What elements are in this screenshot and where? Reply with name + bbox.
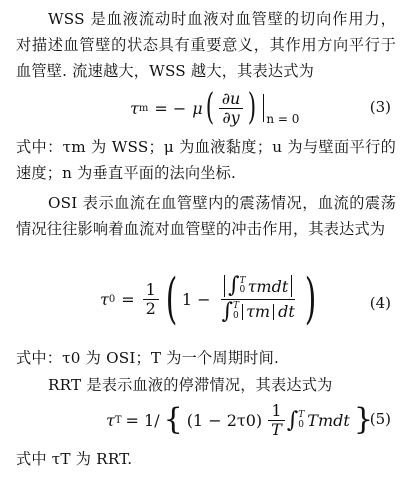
- eq3-derivative: [219, 90, 244, 126]
- eq5-lbrace: {: [163, 402, 183, 438]
- equation-5: [0, 400, 411, 444]
- eq4-number: (4): [369, 294, 391, 312]
- eq4-integrand-den: τm: [246, 301, 271, 321]
- eq3-lparen: (: [205, 87, 214, 129]
- eq4-den-abs-right: [273, 304, 274, 320]
- eq4-ratio-den: [219, 300, 298, 324]
- eq4-dt: dt: [278, 301, 295, 321]
- eq4-int-top-limits: [240, 277, 246, 297]
- eq4-integrand-num: τmdt: [247, 276, 289, 296]
- eq5-T: T: [271, 419, 282, 439]
- eq3-number: (3): [369, 98, 391, 116]
- eq4-int-top-upper: T: [239, 275, 246, 286]
- eq3-lhs-sub: m: [138, 102, 149, 114]
- eq5-lhs: τ: [106, 410, 115, 430]
- eq4-int-top-lower: 0: [239, 285, 246, 296]
- eq4-int-bottom-upper: T: [233, 300, 240, 311]
- eq4-rparen: ): [304, 267, 317, 330]
- eq3-eval-sub: n = 0: [266, 112, 300, 127]
- eq5-paren: (1 − 2τ0): [186, 410, 263, 430]
- eq5-int-upper: T: [298, 410, 305, 421]
- eq5-one: 1: [268, 402, 284, 421]
- eq4-int-top: ∫: [228, 273, 240, 299]
- eq4-half-den: 2: [145, 298, 156, 318]
- eq3-rparen: ): [248, 87, 257, 129]
- eq4-equals: =: [121, 289, 135, 309]
- eq4-int-bottom-limits: [233, 302, 239, 322]
- eq3-du: ∂u: [219, 90, 244, 109]
- paragraph-osi-definition: OSI 表示血流在血管壁内的震荡情况，血流的震荡情况往往影响着血流对血管壁的冲击作用，其表达式为: [16, 194, 396, 238]
- paragraph-rrt-definition: RRT 是表示血液的停滞情况，其表达式为: [48, 376, 333, 394]
- paragraph-rrt-variables: 式中 τT 为 RRT.: [16, 450, 133, 468]
- eq5-int: ∫: [286, 407, 299, 433]
- paragraph-osi-variables: 式中：τ0 为 OSI；T 为一个周期时间.: [16, 349, 280, 367]
- eq5-number: (5): [369, 410, 391, 428]
- paragraph-wss-variables: 式中：τm 为 WSS；μ 为血液黏度；u 为与壁面平行的速度；n 为垂直平面的法向坐标.: [16, 138, 396, 182]
- eq4-abs-left: [224, 275, 225, 297]
- eq4-ratio: [219, 274, 298, 323]
- eq3-eval-bar: [263, 94, 264, 122]
- eq3-mu: μ: [192, 98, 203, 118]
- eq4-int-bottom-lower: 0: [233, 310, 239, 321]
- eq4-lhs: τ: [100, 289, 109, 309]
- eq5-lhs-sub: T: [114, 414, 122, 426]
- eq5-rbrace: }: [353, 402, 373, 438]
- eq4-int-bottom: ∫: [221, 298, 234, 324]
- eq4-abs-right: [291, 275, 292, 297]
- eq3-dy: ∂y: [222, 107, 240, 127]
- eq5-integrand: Tmdt: [307, 410, 350, 430]
- eq4-lparen: (: [165, 267, 178, 330]
- eq4-half: [143, 281, 159, 317]
- equation-3: [0, 88, 411, 130]
- paragraph-wss-definition: WSS 是血液流动时血液对血管壁的切向作用力，对描述血管壁的状态具有重要意义，其作用方向平行于血管壁. 流速越大，WSS 越大，其表达式为: [16, 10, 396, 80]
- eq5-int-limits: [298, 410, 304, 430]
- eq5-equals: = 1/: [125, 410, 160, 430]
- eq5-int-lower: 0: [298, 420, 305, 431]
- eq3-lhs: τ: [130, 98, 139, 118]
- eq4-half-num: 1: [143, 281, 159, 300]
- eq5-one-over-T: [268, 402, 285, 438]
- equation-4: [0, 268, 411, 348]
- eq4-lhs-sub: 0: [108, 293, 116, 305]
- eq3-equals: = −: [154, 98, 187, 118]
- eq4-den-abs-left: [242, 304, 243, 320]
- eq4-ratio-num: [221, 274, 295, 299]
- eq4-one-minus: 1 −: [181, 289, 211, 309]
